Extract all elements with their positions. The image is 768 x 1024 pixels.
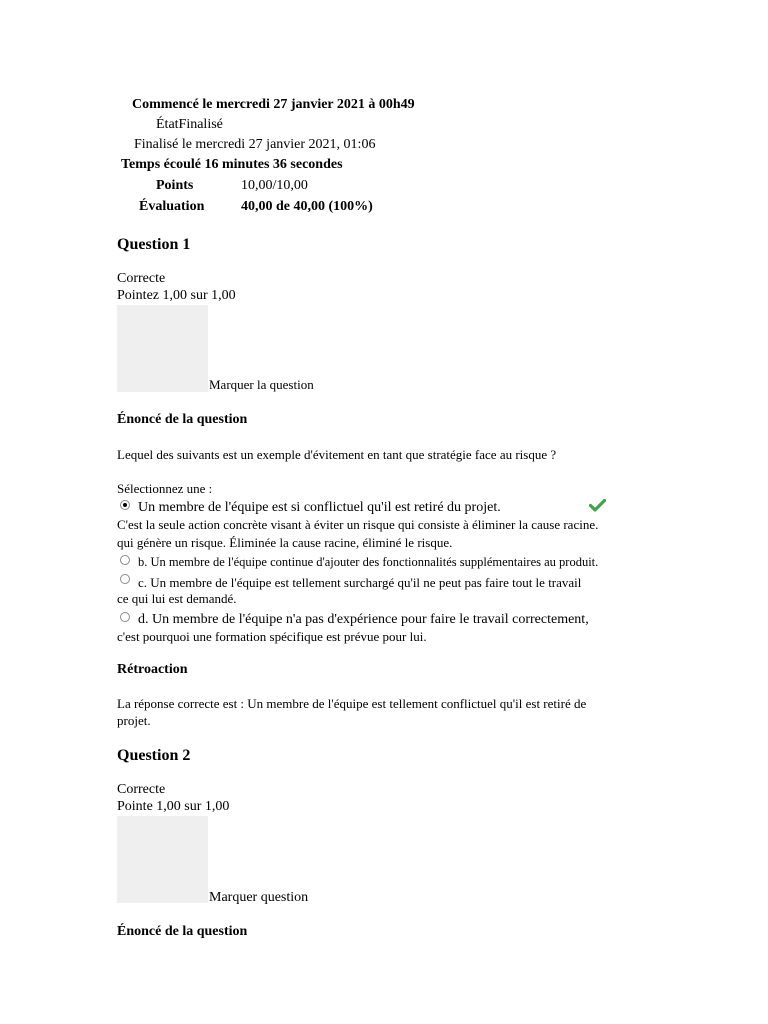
question-1-title: Question 1 [117, 236, 191, 253]
option-d-radio[interactable] [120, 612, 130, 622]
summary-started: Commencé le mercredi 27 janvier 2021 à 00h49 [132, 97, 415, 112]
summary-points-value: 10,00/10,00 [241, 178, 308, 193]
question-1-status: Correcte [117, 271, 166, 286]
summary-time-taken: Temps écoulé 16 minutes 36 secondes [121, 157, 343, 172]
summary-state: ÉtatFinalisé [156, 117, 223, 132]
summary-finished: Finalisé le mercredi 27 janvier 2021, 01:06 [134, 137, 376, 152]
question-1-statement-heading: Énoncé de la question [117, 412, 248, 427]
option-d-label-line1[interactable]: d. Un membre de l'équipe n'a pas d'expérience pour faire le travail correctement, [138, 612, 589, 627]
question-2-title: Question 2 [117, 747, 191, 764]
option-a-explanation-line2: qui génère un risque. Éliminée la cause racine, éliminé le risque. [117, 535, 453, 550]
summary-grade-label: Évaluation [139, 199, 205, 214]
question-1-select-prompt: Sélectionnez une : [117, 481, 213, 496]
question-1-flag-image[interactable] [117, 305, 208, 392]
summary-grade-value: 40,00 de 40,00 (100%) [241, 199, 373, 214]
question-2-status: Correcte [117, 782, 166, 797]
question-2-flag-image[interactable] [117, 816, 208, 903]
question-1-feedback-line1: La réponse correcte est : Un membre de l'équipe est tellement conflictuel qu'il est retiré de [117, 696, 587, 711]
option-d-label-line2[interactable]: c'est pourquoi une formation spécifique est prévue pour lui. [117, 629, 427, 644]
check-icon [589, 499, 606, 512]
summary-points-label: Points [156, 178, 194, 193]
question-1-flag-label[interactable]: Marquer la question [209, 377, 314, 392]
option-c-radio[interactable] [120, 574, 130, 584]
option-a-explanation-line1: C'est la seule action concrète visant à éviter un risque qui consiste à éliminer la cause racine. [117, 517, 599, 532]
question-1-score: Pointez 1,00 sur 1,00 [117, 288, 236, 303]
question-1-feedback-heading: Rétroaction [117, 662, 188, 677]
question-2-score: Pointe 1,00 sur 1,00 [117, 799, 230, 814]
option-a-radio[interactable] [120, 500, 130, 510]
question-1-feedback-line2: projet. [117, 713, 151, 728]
option-b-label[interactable]: b. Un membre de l'équipe continue d'ajouter des fonctionnalités supplémentaires au produit. [138, 555, 599, 569]
question-2-statement-heading: Énoncé de la question [117, 924, 248, 939]
option-a-label[interactable]: Un membre de l'équipe est si conflictuel qu'il est retiré du projet. [138, 500, 501, 515]
option-b-radio[interactable] [120, 555, 130, 565]
question-2-flag-label[interactable]: Marquer question [209, 890, 309, 905]
option-c-label-line2[interactable]: ce qui lui est demandé. [117, 591, 237, 606]
question-1-statement: Lequel des suivants est un exemple d'évitement en tant que stratégie face au risque ? [117, 447, 557, 462]
option-c-label-line1[interactable]: c. Un membre de l'équipe est tellement surchargé qu'il ne peut pas faire tout le travail [138, 575, 582, 590]
